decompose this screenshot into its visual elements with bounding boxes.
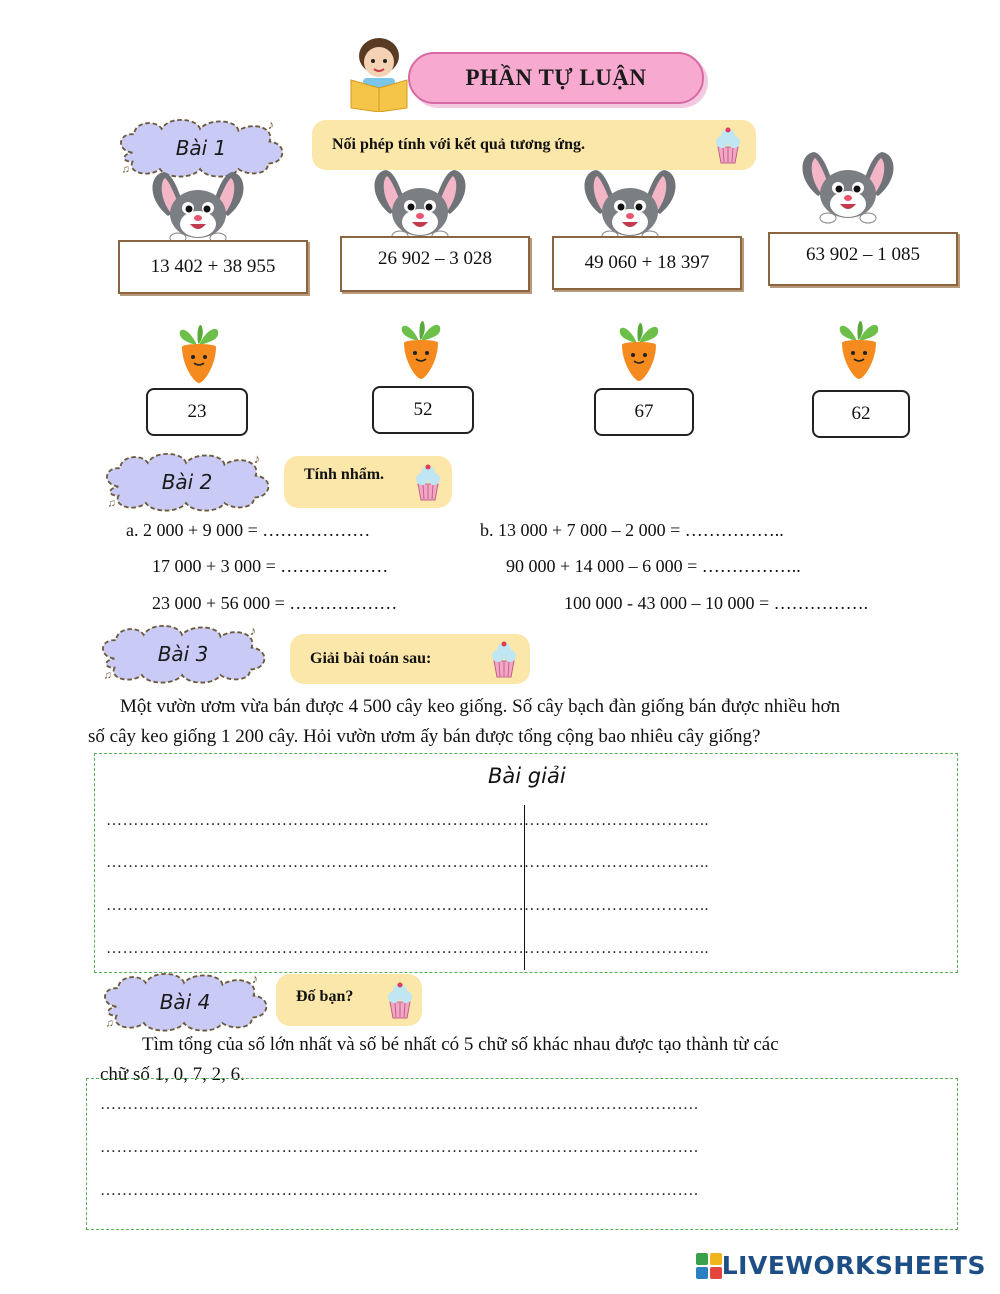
bai2-a-line-3[interactable]: 23 000 + 56 000 = ……………… [152, 593, 398, 613]
bai2-b-line-3[interactable]: 100 000 - 43 000 – 10 000 = ……………. [564, 593, 869, 613]
page-title-banner [408, 52, 704, 104]
carrot-icon [834, 312, 884, 386]
bai2-cloud-label [92, 450, 282, 514]
carrot-icon [174, 316, 224, 390]
bai3-label: Bài 3 [157, 642, 209, 666]
liveworksheets-logo-icon [696, 1253, 722, 1279]
bai1-label: Bài 1 [175, 136, 227, 160]
bai2-b-line-2[interactable]: 90 000 + 14 000 – 6 000 = …………….. [506, 556, 801, 576]
bai4-instruction-box [276, 974, 422, 1026]
answer-line[interactable]: ………………………………………………………………………………………………. [100, 1139, 699, 1156]
answer-box-1[interactable] [146, 388, 248, 436]
bai2-a-line-1[interactable]: a. 2 000 + 9 000 = ……………… [126, 520, 371, 540]
bai4-problem-line-2: chữ số 1, 0, 7, 2, 6. [100, 1064, 245, 1085]
liveworksheets-brand: LIVEWORKSHEETS [721, 1251, 986, 1280]
expression-card-4[interactable] [768, 232, 958, 286]
answer-text: 52 [413, 399, 433, 420]
cupcake-icon [408, 462, 448, 502]
carrot-icon [396, 312, 446, 386]
page-title: PHẦN TỰ LUẬN [465, 65, 647, 90]
bai2-b-line-1[interactable]: b. 13 000 + 7 000 – 2 000 = …………….. [480, 520, 784, 540]
answer-box-2[interactable] [372, 386, 474, 434]
answer-line[interactable]: ……………………………………………………………………………………………….. [106, 854, 709, 871]
expression-text: 13 402 + 38 955 [150, 256, 276, 277]
bunny-icon [800, 148, 896, 228]
bai1-instruction: Nối phép tính với kết quả tương ứng. [332, 136, 585, 153]
answer-line[interactable]: ………………………………………………………………………………………………. [100, 1096, 699, 1113]
bai3-problem-line-2: số cây keo giống 1 200 cây. Hỏi vườn ươm ấy bán được tổng cộng bao nhiêu cây giống? [88, 726, 761, 747]
bai3-cloud-label [88, 622, 278, 686]
bai4-instruction: Đố bạn? [296, 988, 354, 1005]
liveworksheets-logo[interactable] [696, 1251, 986, 1280]
expression-text: 49 060 + 18 397 [584, 252, 710, 273]
expression-card-3[interactable] [552, 236, 742, 290]
bai4-problem-line-1: Tìm tổng của số lớn nhất và số bé nhất có 5 chữ số khác nhau được tạo thành từ các [142, 1034, 779, 1055]
bai2-instruction-box [284, 456, 452, 508]
cupcake-icon [708, 125, 748, 165]
bai4-cloud-label [90, 970, 280, 1034]
bai1-instruction-box [312, 120, 756, 170]
bunny-icon [582, 166, 678, 246]
answer-text: 67 [634, 401, 654, 422]
expression-card-1[interactable] [118, 240, 308, 294]
answer-line[interactable]: ……………………………………………………………………………………………….. [106, 940, 709, 957]
answer-line[interactable]: ……………………………………………………………………………………………….. [106, 897, 709, 914]
solution-title: Bài giải [488, 764, 566, 788]
answer-line[interactable]: ………………………………………………………………………………………………. [100, 1182, 699, 1199]
bunny-icon [372, 166, 468, 246]
bai2-label: Bài 2 [161, 470, 213, 494]
expression-text: 63 902 – 1 085 [806, 244, 920, 265]
kid-reading-icon [345, 30, 415, 112]
answer-text: 62 [851, 403, 871, 424]
bai3-problem-line-1: Một vườn ươm vừa bán được 4 500 cây keo giống. Số cây bạch đàn giống bán được nhiều hơn [120, 696, 841, 717]
bai2-a-line-2[interactable]: 17 000 + 3 000 = ……………… [152, 556, 389, 576]
bai2-instruction: Tính nhẩm. [304, 466, 385, 483]
expression-text: 26 902 – 3 028 [378, 248, 492, 269]
bai4-label: Bài 4 [159, 990, 211, 1014]
answer-text: 23 [187, 401, 207, 422]
bai3-instruction-box [290, 634, 530, 684]
expression-card-2[interactable] [340, 236, 530, 292]
carrot-icon [614, 314, 664, 388]
bai3-instruction: Giải bài toán sau: [310, 650, 432, 667]
answer-box-4[interactable] [812, 390, 910, 438]
cupcake-icon [484, 639, 524, 679]
answer-line[interactable]: ……………………………………………………………………………………………….. [106, 812, 709, 829]
cupcake-icon [380, 980, 420, 1020]
answer-box-3[interactable] [594, 388, 694, 436]
bunny-icon [150, 168, 246, 248]
